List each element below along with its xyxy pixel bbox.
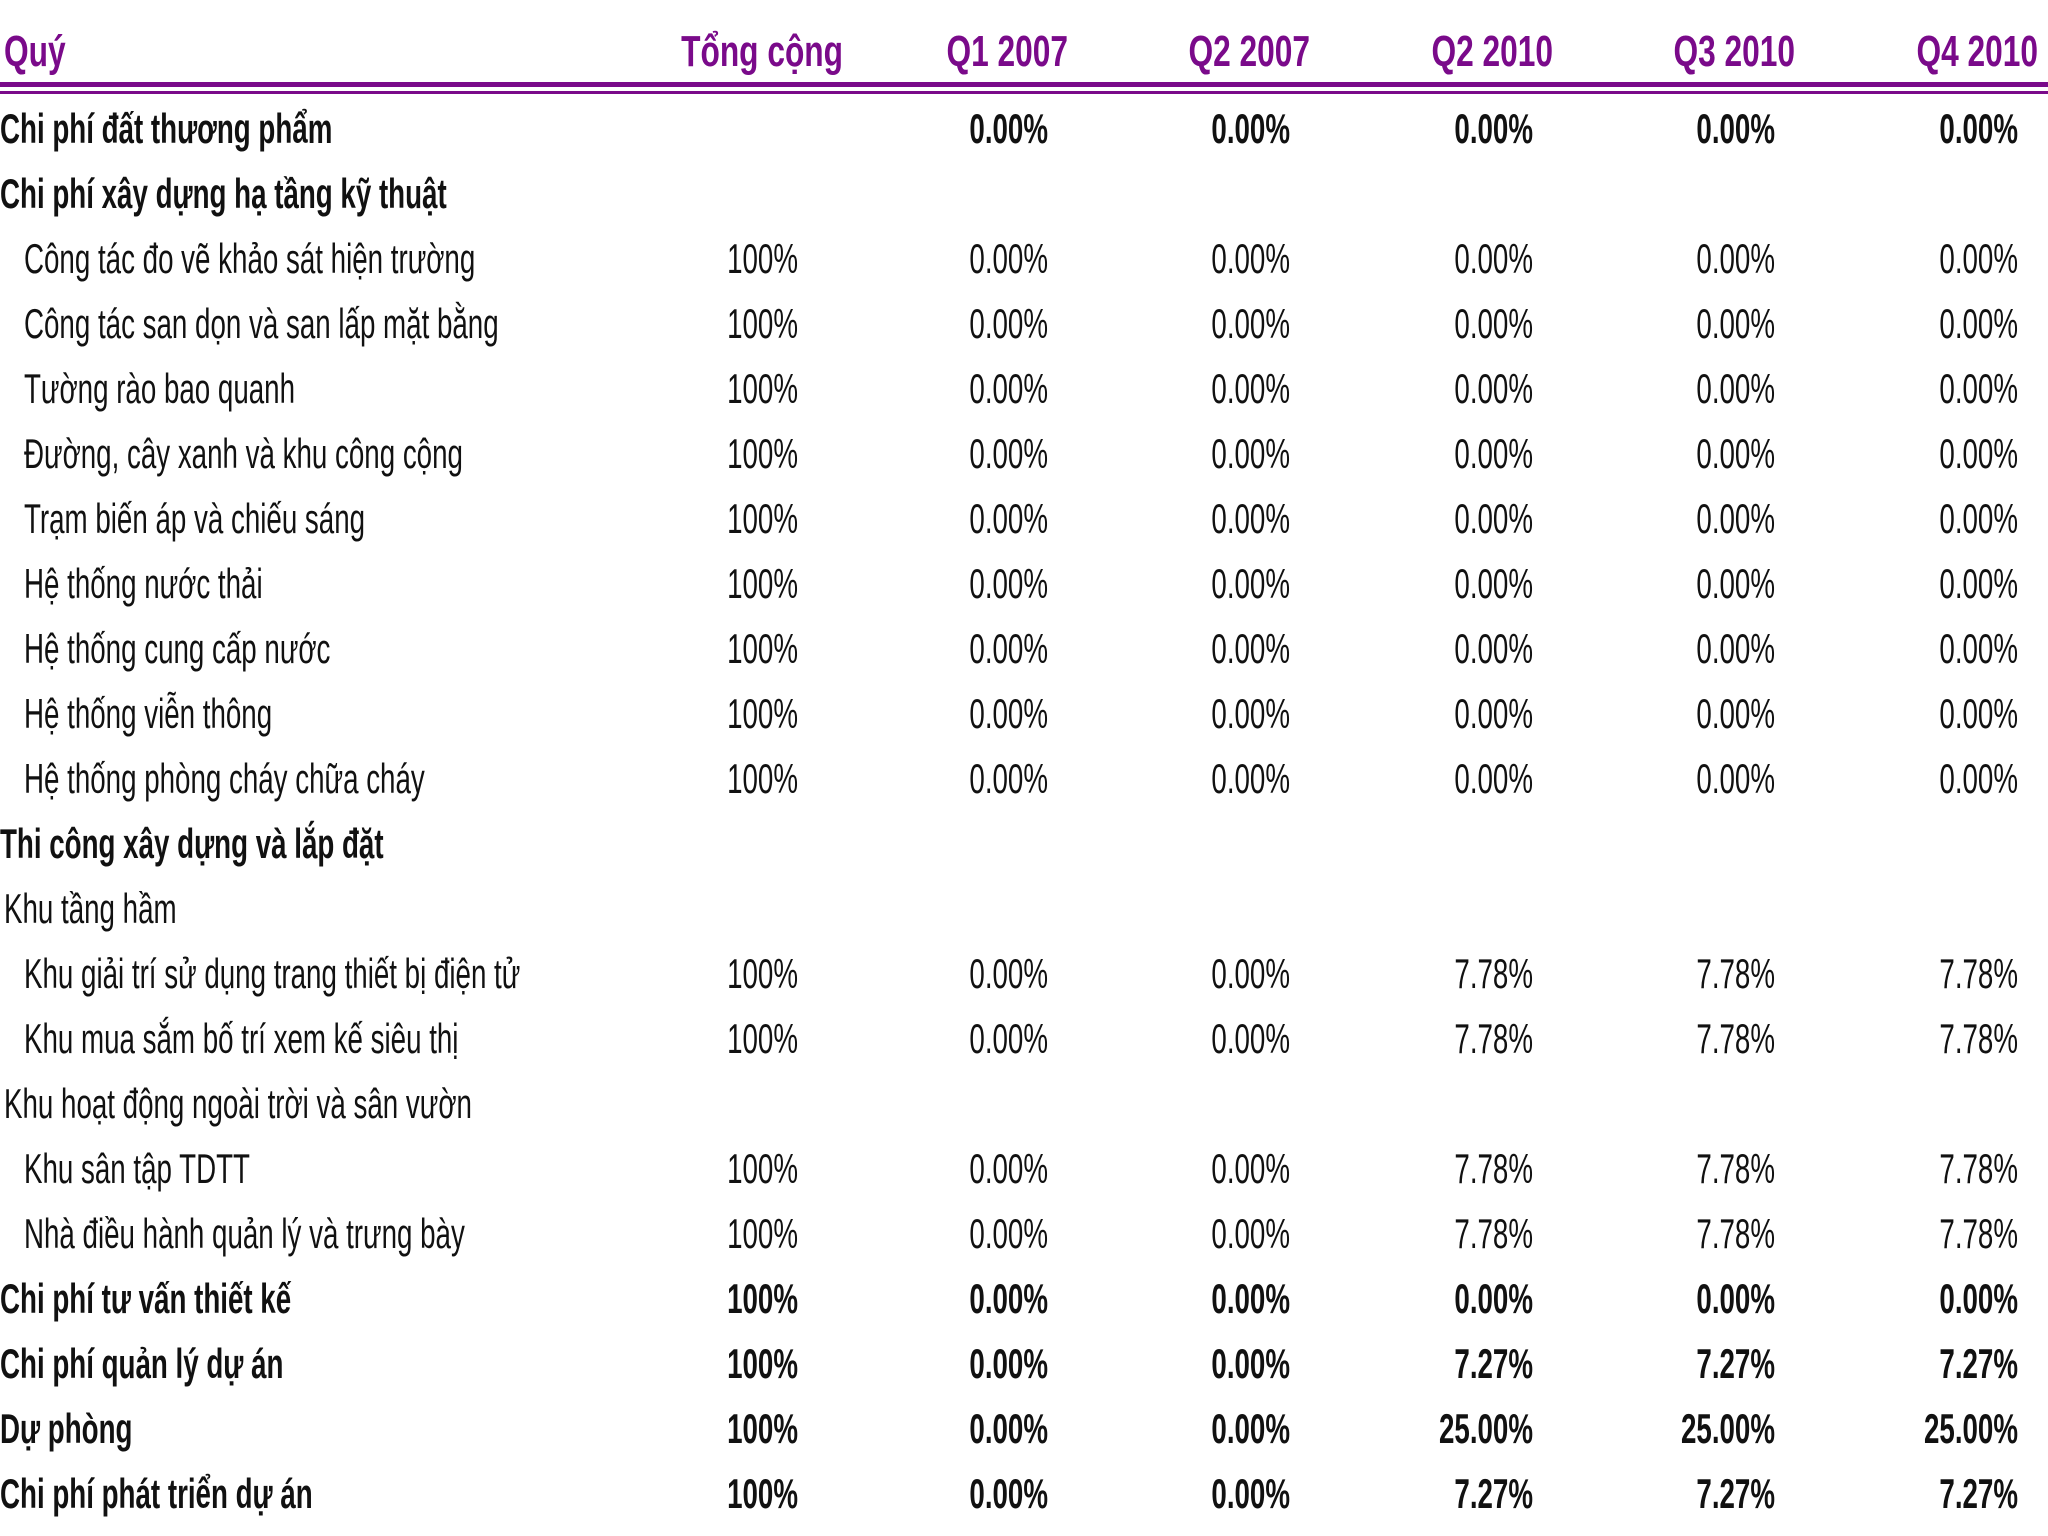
row-value-col-5: 7.27% — [1696, 1340, 1775, 1387]
row-label: Hệ thống cung cấp nước — [24, 625, 331, 672]
row-label: Nhà điều hành quản lý và trưng bày — [24, 1210, 465, 1257]
row-value-col-5: 0.00% — [1696, 495, 1775, 542]
row-value-col-4: 0.00% — [1454, 560, 1533, 607]
table-header — [0, 0, 2048, 88]
row-value-col-5: 0.00% — [1696, 105, 1775, 152]
row-value-col-5 — [1643, 811, 1775, 876]
row-value-col-6: 0.00% — [1939, 430, 2018, 477]
row-value-col-1: 100% — [727, 1470, 798, 1517]
table-row — [0, 1136, 2048, 1201]
table-row — [0, 421, 2048, 486]
row-label: Chi phí tư vấn thiết kế — [0, 1275, 292, 1322]
row-value-col-5 — [1643, 876, 1775, 941]
row-value-col-1: 100% — [727, 495, 798, 542]
row-value-col-3: 0.00% — [1211, 1015, 1290, 1062]
header-rule-bottom — [0, 91, 2048, 94]
row-value-col-5: 7.78% — [1696, 1015, 1775, 1062]
row-value-col-3: 0.00% — [1211, 1210, 1290, 1257]
row-value-col-1: 100% — [727, 755, 798, 802]
row-label: Đường, cây xanh và khu công cộng — [24, 430, 463, 477]
table-row — [0, 1071, 2048, 1136]
table-row — [0, 1266, 2048, 1331]
header-col-q1-2007: Q1 2007 — [946, 27, 1068, 76]
row-value-col-2: 0.00% — [969, 690, 1048, 737]
row-value-col-1 — [666, 96, 798, 161]
row-label: Chi phí đất thương phẩm — [0, 105, 333, 152]
row-value-col-6: 25.00% — [1923, 1405, 2018, 1452]
row-value-col-4: 0.00% — [1454, 300, 1533, 347]
row-value-col-4: 0.00% — [1454, 625, 1533, 672]
row-label: Hệ thống phòng cháy chữa cháy — [24, 755, 425, 802]
row-value-col-6: 0.00% — [1939, 495, 2018, 542]
row-value-col-1: 100% — [727, 950, 798, 997]
row-label: Khu giải trí sử dụng trang thiết bị điện tử — [24, 950, 521, 997]
row-label: Chi phí quản lý dự án — [0, 1340, 284, 1387]
row-value-col-1: 100% — [727, 1210, 798, 1257]
row-label: Khu sân tập TDTT — [24, 1145, 250, 1192]
table-row — [0, 551, 2048, 616]
row-label: Hệ thống viễn thông — [24, 690, 273, 737]
row-value-col-6: 0.00% — [1939, 560, 2018, 607]
row-value-col-4 — [1401, 811, 1533, 876]
row-value-col-5: 25.00% — [1680, 1405, 1775, 1452]
table-row — [0, 941, 2048, 1006]
row-value-col-6: 0.00% — [1939, 690, 2018, 737]
row-value-col-1: 100% — [727, 300, 798, 347]
table-row — [0, 1201, 2048, 1266]
row-value-col-6: 0.00% — [1939, 365, 2018, 412]
table-row — [0, 876, 2048, 941]
row-value-col-6 — [1886, 1071, 2018, 1136]
row-value-col-1: 100% — [727, 1405, 798, 1452]
row-value-col-6 — [1886, 876, 2018, 941]
row-value-col-3 — [1158, 1071, 1290, 1136]
row-value-col-3: 0.00% — [1211, 365, 1290, 412]
table-row — [0, 1006, 2048, 1071]
row-value-col-4: 7.78% — [1454, 1015, 1533, 1062]
table-row — [0, 681, 2048, 746]
row-value-col-3: 0.00% — [1211, 495, 1290, 542]
row-value-col-6 — [1886, 161, 2018, 226]
table-row — [0, 1461, 2048, 1526]
row-value-col-5 — [1643, 1071, 1775, 1136]
row-value-col-2: 0.00% — [969, 1145, 1048, 1192]
row-value-col-6: 0.00% — [1939, 235, 2018, 282]
row-value-col-4: 0.00% — [1454, 235, 1533, 282]
row-value-col-1: 100% — [727, 560, 798, 607]
header-col-q4-2010: Q4 2010 — [1916, 27, 2038, 76]
row-value-col-5: 7.78% — [1696, 1145, 1775, 1192]
table-row — [0, 486, 2048, 551]
table-row — [0, 356, 2048, 421]
row-value-col-1: 100% — [727, 1340, 798, 1387]
row-value-col-2 — [916, 161, 1048, 226]
row-value-col-6: 7.78% — [1939, 1145, 2018, 1192]
row-value-col-2: 0.00% — [969, 365, 1048, 412]
header-rule-top — [0, 82, 2048, 87]
row-value-col-5: 0.00% — [1696, 300, 1775, 347]
row-label: Hệ thống nước thải — [24, 560, 263, 607]
row-value-col-3: 0.00% — [1211, 560, 1290, 607]
row-value-col-2 — [916, 811, 1048, 876]
row-label: Khu tầng hầm — [4, 885, 177, 932]
row-value-col-1: 100% — [727, 690, 798, 737]
row-value-col-5: 0.00% — [1696, 560, 1775, 607]
row-value-col-3: 0.00% — [1211, 950, 1290, 997]
row-value-col-3: 0.00% — [1211, 1145, 1290, 1192]
row-value-col-4: 7.27% — [1454, 1340, 1533, 1387]
table-row — [0, 96, 2048, 161]
row-value-col-4: 7.78% — [1454, 950, 1533, 997]
row-label: Công tác đo vẽ khảo sát hiện trường — [24, 235, 476, 282]
row-label: Tường rào bao quanh — [24, 365, 296, 412]
table-row — [0, 1331, 2048, 1396]
row-value-col-6: 0.00% — [1939, 300, 2018, 347]
row-value-col-5: 0.00% — [1696, 430, 1775, 477]
row-label: Chi phí phát triển dự án — [0, 1470, 313, 1517]
row-value-col-4 — [1401, 161, 1533, 226]
row-value-col-5: 0.00% — [1696, 235, 1775, 282]
row-value-col-4: 0.00% — [1454, 105, 1533, 152]
row-value-col-1: 100% — [727, 365, 798, 412]
row-value-col-5: 7.78% — [1696, 950, 1775, 997]
row-value-col-2: 0.00% — [969, 1340, 1048, 1387]
row-value-col-6: 7.78% — [1939, 1015, 2018, 1062]
row-value-col-6: 0.00% — [1939, 105, 2018, 152]
row-value-col-6: 0.00% — [1939, 1275, 2018, 1322]
header-col-q2-2007: Q2 2007 — [1188, 27, 1310, 76]
row-value-col-3: 0.00% — [1211, 690, 1290, 737]
row-value-col-3: 0.00% — [1211, 1470, 1290, 1517]
row-value-col-1: 100% — [727, 235, 798, 282]
row-value-col-6: 7.78% — [1939, 950, 2018, 997]
row-value-col-2: 0.00% — [969, 1015, 1048, 1062]
row-value-col-3: 0.00% — [1211, 1405, 1290, 1452]
row-value-col-4: 0.00% — [1454, 365, 1533, 412]
row-value-col-1 — [666, 1071, 798, 1136]
row-value-col-2: 0.00% — [969, 755, 1048, 802]
row-value-col-2: 0.00% — [969, 560, 1048, 607]
row-value-col-3 — [1158, 811, 1290, 876]
row-label: Trạm biến áp và chiếu sáng — [24, 495, 366, 542]
row-value-col-3 — [1158, 876, 1290, 941]
row-value-col-4: 0.00% — [1454, 430, 1533, 477]
row-value-col-3: 0.00% — [1211, 300, 1290, 347]
row-value-col-3 — [1158, 161, 1290, 226]
header-col-q2-2010: Q2 2010 — [1431, 27, 1553, 76]
row-value-col-1: 100% — [727, 1145, 798, 1192]
row-value-col-1 — [666, 876, 798, 941]
table-row — [0, 226, 2048, 291]
row-value-col-2: 0.00% — [969, 1275, 1048, 1322]
row-value-col-1: 100% — [727, 430, 798, 477]
row-value-col-5: 7.27% — [1696, 1470, 1775, 1517]
header-col-total: Tổng cộng — [681, 27, 843, 76]
row-value-col-4: 7.78% — [1454, 1210, 1533, 1257]
table-row — [0, 161, 2048, 226]
row-value-col-3: 0.00% — [1211, 105, 1290, 152]
table-row — [0, 616, 2048, 681]
row-value-col-2: 0.00% — [969, 430, 1048, 477]
row-value-col-3: 0.00% — [1211, 755, 1290, 802]
row-value-col-2: 0.00% — [969, 300, 1048, 347]
row-value-col-4: 0.00% — [1454, 495, 1533, 542]
row-value-col-4: 0.00% — [1454, 690, 1533, 737]
table-row — [0, 1396, 2048, 1461]
row-value-col-6: 7.27% — [1939, 1340, 2018, 1387]
row-value-col-2: 0.00% — [969, 1210, 1048, 1257]
row-value-col-6 — [1886, 811, 2018, 876]
row-label: Thi công xây dựng và lắp đặt — [0, 820, 384, 867]
row-label: Chi phí xây dựng hạ tầng kỹ thuật — [0, 170, 447, 217]
row-value-col-4: 25.00% — [1438, 1405, 1533, 1452]
row-label: Khu hoạt động ngoài trời và sân vườn — [4, 1080, 472, 1127]
row-value-col-2: 0.00% — [969, 1470, 1048, 1517]
row-label: Công tác san dọn và san lấp mặt bằng — [24, 300, 499, 347]
row-value-col-4: 0.00% — [1454, 1275, 1533, 1322]
row-value-col-3: 0.00% — [1211, 625, 1290, 672]
row-value-col-5: 7.78% — [1696, 1210, 1775, 1257]
row-value-col-3: 0.00% — [1211, 235, 1290, 282]
row-value-col-5: 0.00% — [1696, 365, 1775, 412]
row-value-col-1: 100% — [727, 1015, 798, 1062]
row-value-col-1: 100% — [727, 1275, 798, 1322]
row-value-col-2: 0.00% — [969, 950, 1048, 997]
row-value-col-1 — [666, 811, 798, 876]
row-value-col-6: 7.78% — [1939, 1210, 2018, 1257]
row-value-col-4 — [1401, 1071, 1533, 1136]
row-value-col-5: 0.00% — [1696, 690, 1775, 737]
row-value-col-5 — [1643, 161, 1775, 226]
table-row — [0, 811, 2048, 876]
table-row — [0, 746, 2048, 811]
row-value-col-2 — [916, 1071, 1048, 1136]
row-value-col-1: 100% — [727, 625, 798, 672]
row-value-col-2: 0.00% — [969, 495, 1048, 542]
row-value-col-4: 0.00% — [1454, 755, 1533, 802]
row-value-col-2: 0.00% — [969, 625, 1048, 672]
row-value-col-2 — [916, 876, 1048, 941]
row-value-col-6: 7.27% — [1939, 1470, 2018, 1517]
row-value-col-6: 0.00% — [1939, 755, 2018, 802]
row-value-col-4: 7.27% — [1454, 1470, 1533, 1517]
table-row — [0, 291, 2048, 356]
row-value-col-6: 0.00% — [1939, 625, 2018, 672]
header-label-quarter: Quý — [4, 27, 66, 76]
row-value-col-4: 7.78% — [1454, 1145, 1533, 1192]
row-value-col-2: 0.00% — [969, 235, 1048, 282]
row-value-col-2: 0.00% — [969, 105, 1048, 152]
row-value-col-5: 0.00% — [1696, 755, 1775, 802]
row-label: Khu mua sắm bố trí xem kế siêu thị — [24, 1015, 459, 1062]
row-value-col-2: 0.00% — [969, 1405, 1048, 1452]
row-value-col-3: 0.00% — [1211, 1340, 1290, 1387]
row-label: Dự phòng — [0, 1405, 133, 1452]
header-col-q3-2010: Q3 2010 — [1673, 27, 1795, 76]
row-value-col-1 — [666, 161, 798, 226]
row-value-col-4 — [1401, 876, 1533, 941]
row-value-col-3: 0.00% — [1211, 430, 1290, 477]
row-value-col-5: 0.00% — [1696, 1275, 1775, 1322]
row-value-col-5: 0.00% — [1696, 625, 1775, 672]
row-value-col-3: 0.00% — [1211, 1275, 1290, 1322]
